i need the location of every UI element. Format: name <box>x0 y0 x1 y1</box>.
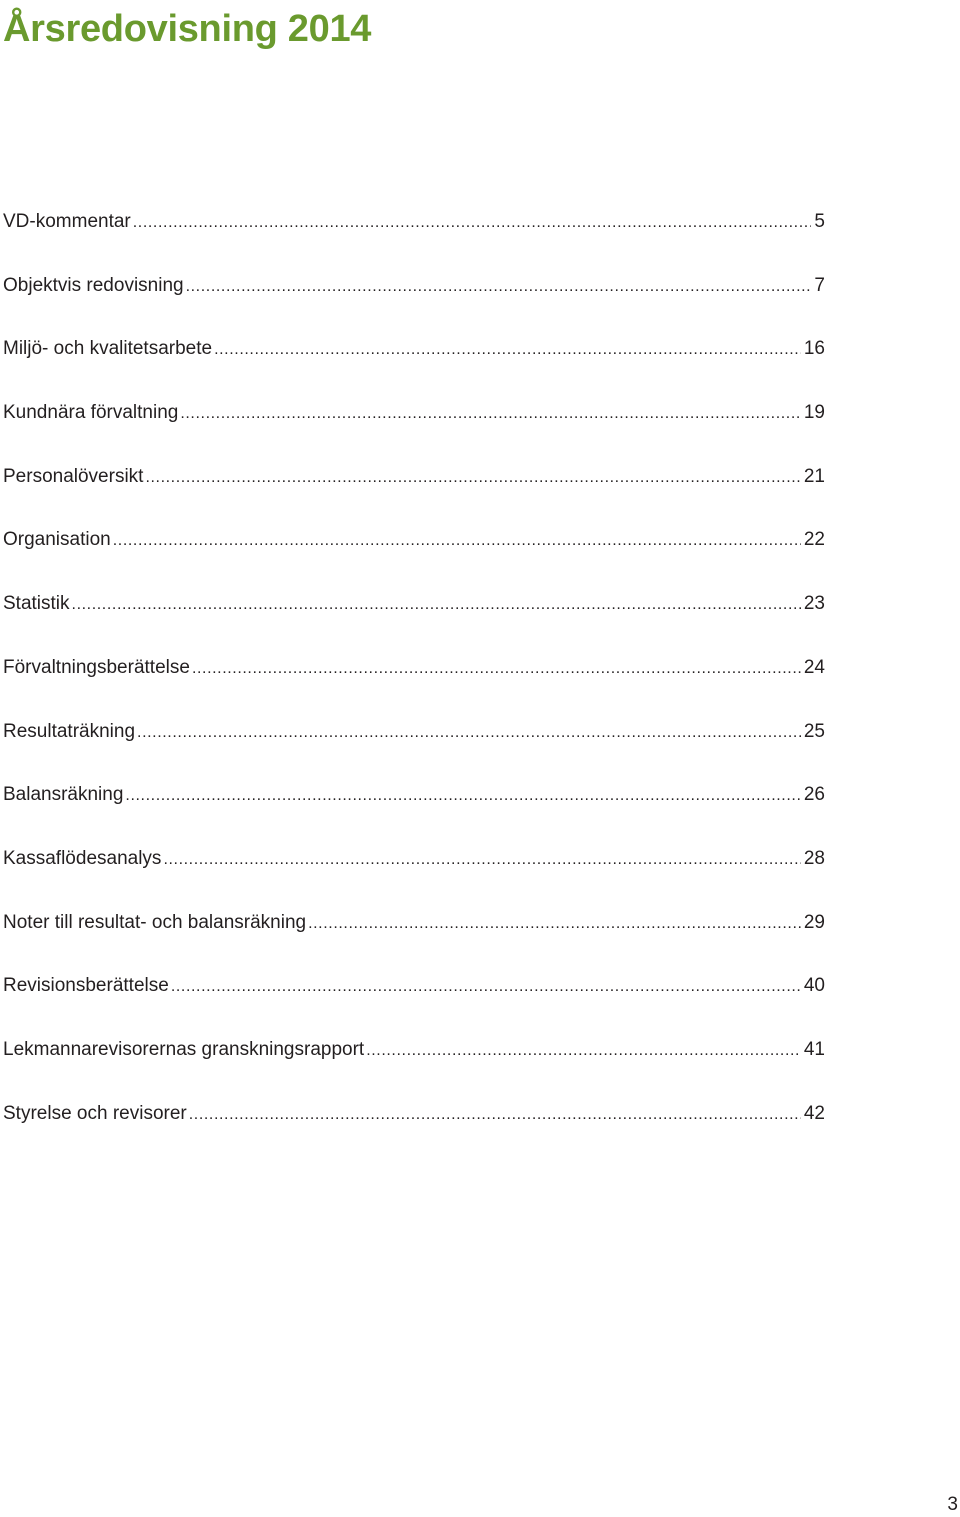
toc-entry[interactable] <box>3 969 825 1033</box>
toc-entry-label: Statistik <box>3 593 70 615</box>
toc-entry[interactable] <box>3 842 825 906</box>
toc-entry-page: 16 <box>803 338 825 360</box>
toc-entry-page: 41 <box>803 1038 825 1060</box>
toc-entry-page: 40 <box>803 975 825 997</box>
toc-entry-label: Styrelse och revisorer <box>3 1102 187 1124</box>
dot-leader <box>133 206 812 240</box>
toc-entry[interactable] <box>3 715 825 779</box>
toc-entry[interactable] <box>3 778 825 842</box>
toc-entry-page: 24 <box>803 656 825 678</box>
toc-entry[interactable] <box>3 523 825 587</box>
toc-entry-label: Personalöversikt <box>3 465 144 487</box>
dot-leader <box>214 333 801 367</box>
toc-entry-label: Balansräkning <box>3 784 124 806</box>
toc-entry-page: 22 <box>803 529 825 551</box>
toc-entry-page: 19 <box>803 402 825 424</box>
toc-entry[interactable] <box>3 460 825 524</box>
toc-entry-label: Lekmannarevisorernas granskningsrapport <box>3 1038 365 1060</box>
dot-leader <box>145 461 800 495</box>
dot-leader <box>366 1034 801 1068</box>
dot-leader <box>189 1098 801 1132</box>
toc-entry[interactable] <box>3 651 825 715</box>
toc-entry-page: 25 <box>803 720 825 742</box>
dot-leader <box>125 779 800 813</box>
toc-entry[interactable] <box>3 1097 825 1161</box>
toc-entry-page: 21 <box>803 465 825 487</box>
toc-entry[interactable] <box>3 205 825 269</box>
table-of-contents <box>3 205 825 1160</box>
toc-entry-page: 42 <box>803 1102 825 1124</box>
toc-entry[interactable] <box>3 1033 825 1097</box>
toc-entry-label: Resultaträkning <box>3 720 136 742</box>
toc-entry-label: VD-kommentar <box>3 211 131 232</box>
toc-entry-label: Organisation <box>3 529 111 551</box>
page-number: 3 <box>947 1494 958 1515</box>
toc-entry-label: Miljö- och kvalitetsarbete <box>3 338 213 360</box>
toc-entry[interactable] <box>3 269 825 333</box>
toc-entry-page: 7 <box>814 274 825 296</box>
toc-entry-label: Noter till resultat- och balansräkning <box>3 911 307 933</box>
toc-entry-label: Revisionsberättelse <box>3 975 169 997</box>
dot-leader <box>171 970 801 1004</box>
toc-entry[interactable] <box>3 587 825 651</box>
dot-leader <box>192 652 801 686</box>
toc-entry-page: 29 <box>803 911 825 933</box>
toc-entry-page: 5 <box>814 211 825 232</box>
toc-entry-page: 26 <box>803 784 825 806</box>
page-title: Årsredovisning 2014 <box>3 8 372 50</box>
dot-leader <box>113 524 801 558</box>
dot-leader <box>72 588 801 622</box>
dot-leader <box>180 397 801 431</box>
toc-entry-page: 28 <box>803 847 825 869</box>
dot-leader <box>308 907 801 941</box>
dot-leader <box>163 843 800 877</box>
toc-entry[interactable] <box>3 332 825 396</box>
toc-entry[interactable] <box>3 906 825 970</box>
toc-entry-label: Kundnära förvaltning <box>3 402 179 424</box>
dot-leader <box>186 270 812 304</box>
toc-entry-label: Objektvis redovisning <box>3 274 184 296</box>
toc-entry-label: Förvaltningsberättelse <box>3 656 190 678</box>
toc-entry[interactable] <box>3 396 825 460</box>
toc-entry-label: Kassaflödesanalys <box>3 847 162 869</box>
toc-entry-page: 23 <box>803 593 825 615</box>
dot-leader <box>137 716 801 750</box>
